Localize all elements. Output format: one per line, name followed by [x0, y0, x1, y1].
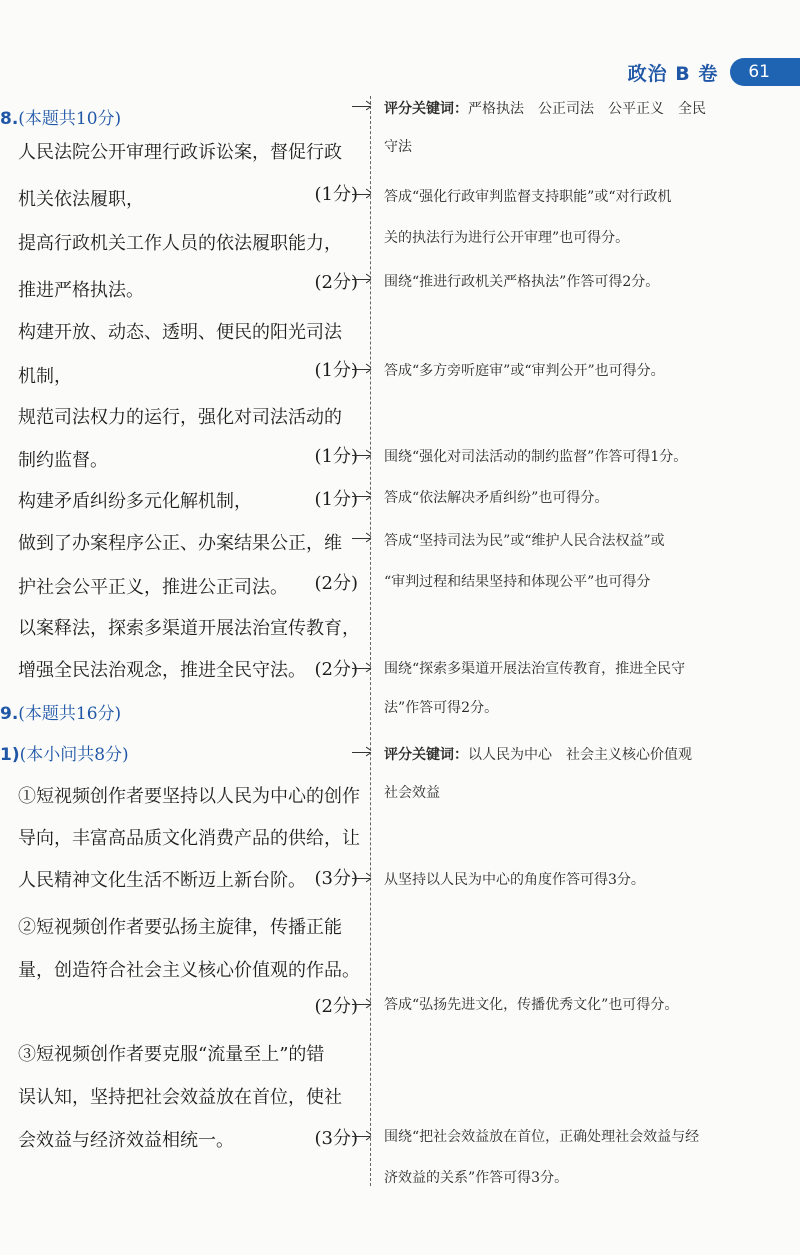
q19-total: (本题共16分) — [18, 704, 122, 724]
score-tag: (2分) — [314, 996, 358, 1017]
marking-note: 围绕“探索多渠道开展法治宣传教育，推进全民守 — [384, 661, 686, 677]
keywords-label: 评分关键词： — [384, 101, 468, 117]
score-tag: (1分) — [314, 360, 358, 381]
marking-note: 答成“弘扬先进文化，传播优秀文化”也可得分。 — [384, 997, 679, 1013]
pointer-arrow-icon — [352, 878, 370, 879]
q19-sub-total: (本小问共8分) — [19, 745, 129, 765]
page-number: 61 — [730, 58, 800, 86]
q19-sub-number: 1) — [0, 745, 20, 765]
pointer-arrow-icon — [352, 194, 370, 195]
answer-line: 构建开放、动态、透明、便民的阳光司法 — [18, 322, 342, 343]
score-tag: (3分) — [314, 868, 358, 889]
pointer-arrow-icon — [352, 369, 370, 370]
q18-total: (本题共10分) — [18, 109, 122, 129]
pointer-arrow-icon — [352, 455, 370, 456]
marking-note: 答成“依法解决矛盾纠纷”也可得分。 — [384, 490, 609, 506]
marking-note: 答成“强化行政审判监督支持职能”或“对行政机 — [384, 189, 672, 205]
keywords-text-cont: 守法 — [384, 139, 412, 155]
answer-line: ①短视频创作者要坚持以人民为中心的创作 — [18, 786, 360, 807]
score-tag: (1分) — [314, 184, 358, 205]
pointer-arrow-icon — [352, 279, 370, 280]
keywords-text-cont: 社会效益 — [384, 785, 440, 801]
q18-label — [0, 104, 121, 129]
answer-line: 人民精神文化生活不断迈上新台阶。 — [18, 870, 306, 891]
score-tag: (1分) — [314, 446, 358, 467]
answer-line: ③短视频创作者要克服“流量至上”的错 — [18, 1044, 325, 1065]
answer-line: 构建矛盾纠纷多元化解机制， — [18, 491, 252, 512]
answer-column — [0, 0, 370, 1255]
answer-line: 人民法院公开审理行政诉讼案，督促行政 — [18, 142, 342, 163]
marking-note: 答成“多方旁听庭审”或“审判公开”也可得分。 — [384, 363, 665, 379]
keywords-note — [384, 98, 706, 118]
marking-notes-column — [384, 0, 794, 1255]
answer-line: 会效益与经济效益相统一。 — [18, 1130, 234, 1151]
pointer-arrow-icon — [352, 538, 370, 539]
q19-sub-label — [0, 740, 129, 765]
marking-note: 法”作答可得2分。 — [384, 700, 499, 716]
pointer-arrow-icon — [352, 1004, 370, 1005]
keywords-label: 评分关键词： — [384, 747, 468, 763]
marking-note: 围绕“强化对司法活动的制约监督”作答可得1分。 — [384, 449, 688, 465]
score-tag: (3分) — [314, 1128, 358, 1149]
score-tag: (2分) — [314, 659, 358, 680]
answer-line: 机制， — [18, 366, 72, 387]
marking-note: 答成“坚持司法为民”或“维护人民合法权益”或 — [384, 533, 665, 549]
marking-note: 关的执法行为进行公开审理”也可得分。 — [384, 230, 630, 246]
answer-line: 增强全民法治观念，推进全民守法。 — [18, 660, 306, 681]
answer-line: 规范司法权力的运行，强化对司法活动的 — [18, 407, 342, 428]
answer-line: 护社会公平正义，推进公正司法。 — [18, 577, 288, 598]
pointer-arrow-icon — [352, 752, 370, 753]
pointer-arrow-icon — [352, 106, 370, 107]
keywords-text: 严格执法 公正司法 公平正义 全民 — [468, 101, 706, 117]
answer-line: 以案释法，探索多渠道开展法治宣传教育， — [18, 618, 360, 639]
answer-line: ②短视频创作者要弘扬主旋律，传播正能 — [18, 917, 342, 938]
pointer-arrow-icon — [352, 496, 370, 497]
pointer-arrow-icon — [352, 668, 370, 669]
answer-line: 量，创造符合社会主义核心价值观的作品。 — [18, 960, 360, 981]
answer-line: 导向，丰富高品质文化消费产品的供给，让 — [18, 828, 360, 849]
answer-line: 提高行政机关工作人员的依法履职能力， — [18, 233, 342, 254]
exam-title: 政治 B 卷 — [627, 62, 719, 85]
score-tag: (1分) — [314, 489, 358, 510]
keywords-text: 以人民为中心 社会主义核心价值观 — [468, 747, 692, 763]
answer-line: 误认知，坚持把社会效益放在首位，使社 — [18, 1087, 342, 1108]
answer-line: 做到了办案程序公正、办案结果公正，维 — [18, 533, 342, 554]
answer-line: 推进严格执法。 — [18, 280, 144, 301]
q19-label — [0, 699, 121, 724]
keywords-note — [384, 744, 692, 764]
marking-note: 围绕“推进行政机关严格执法”作答可得2分。 — [384, 274, 660, 290]
marking-note: “审判过程和结果坚持和体现公平”也可得分 — [384, 574, 651, 590]
marking-note: 济效益的关系”作答可得3分。 — [384, 1170, 569, 1186]
score-tag: (2分) — [314, 272, 358, 293]
q19-number: 9. — [0, 704, 19, 724]
q18-number: 8. — [0, 109, 19, 129]
center-divider — [370, 96, 371, 1186]
marking-note: 从坚持以人民为中心的角度作答可得3分。 — [384, 872, 645, 888]
answer-line: 制约监督。 — [18, 450, 108, 471]
marking-note: 围绕“把社会效益放在首位，正确处理社会效益与经 — [384, 1129, 700, 1145]
answer-line: 机关依法履职， — [18, 189, 144, 210]
pointer-arrow-icon — [352, 1136, 370, 1137]
score-tag: (2分) — [314, 573, 358, 594]
